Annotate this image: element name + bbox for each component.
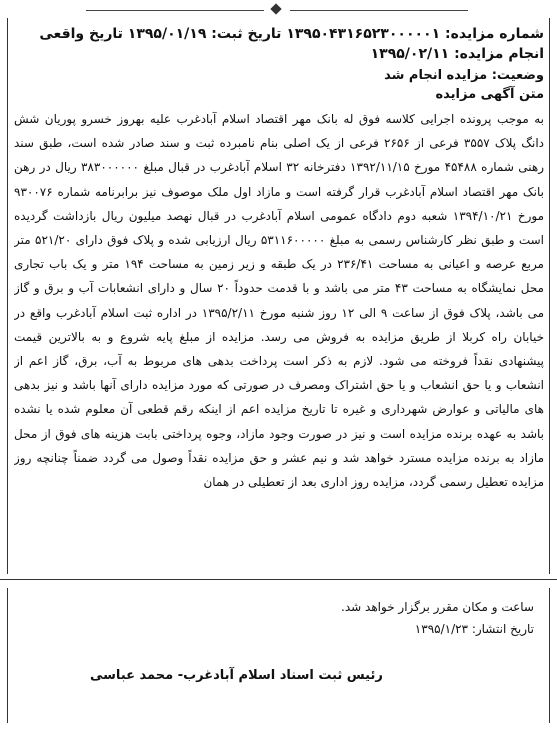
status-line: وضعیت: مزایده انجام شد [384,68,544,83]
auction-date-line: انجام مزایده: ۱۳۹۵/۰۲/۱۱ [370,46,544,62]
frame-border-right [549,18,550,574]
separator-line [0,579,557,580]
frame-border-bottom-right [549,588,550,723]
signature: رئیس ثبت اسناد اسلام آبادغرب- محمد عباسی [90,668,383,683]
ornament-line-right [290,10,468,11]
publish-date: تاریخ انتشار: ۱۳۹۵/۱/۲۳ [414,622,534,636]
frame-border-bottom-left [7,588,8,723]
auction-number-line: شماره مزایده: ۱۳۹۵۰۴۳۱۶۵۲۳۰۰۰۰۰۱ تاریخ ثبت: ۱۳۹۵/۰۱/۱۹ تاریخ واقعی [39,26,544,42]
ornament-line-left [86,10,264,11]
top-ornament [0,0,557,22]
frame-border-left [7,18,8,574]
section-separator [0,574,557,586]
diamond-icon [270,3,281,14]
continuation-line: ساعت و مکان مقرر برگزار خواهد شد. [341,600,534,614]
main-text [14,24,544,543]
ad-title: متن آگهی مزایده [435,87,544,102]
ad-body: به موجب پرونده اجرایی کلاسه فوق له بانک مهر اقتصاد اسلام آبادغرب علیه بهروز خسرو پوریان شش دانگ پلاک ۳۵۵۷ فرعی از ۲۶۵۶ فرعی از یک اصلی بنام نامبرده ثبت و سند صادر شده است، طبق سند رهنی شماره ۴۵۴۸۸ مورخ ۱۳۹۲/۱۱/۱۵ دفترخانه ۳۲ اسلام آبادغرب در قبال مبلغ ۳۸۳۰۰۰۰۰۰ ریال در رهن بانک مهر اقتصاد اسلام آبادغرب قرار گرفته است و مازاد اول ملک موصوف نیز برابرنامه شماره ۹۳۰۰۷۶ مورخ ۱۳۹۴/۱۰/۲۱ شعبه دوم دادگاه عمومی اسلام آبادغرب در قبال نهصد میلیون ریال بازداشت گردیده است و طبق نظر کارشناس رسمی به مبلغ ۵۳۱۱۶۰۰۰۰۰ ریال ارزیابی شده و پلاک فوق دارای ۵۲۱/۲۰ متر مربع عرصه و اعیانی به مساحت ۲۳۶/۴۱ در یک طبقه و زیر زمین به مساحت ۱۹۴ متر و یک باب تجاری محل نمایشگاه به مساحت ۴۳ متر می باشد و با قدمت حدوداً ۲۰ سال و دارای انشعابات آب و برق و گاز می باشد، پلاک فوق از ساعت ۹ الی ۱۲ روز شنبه مورخ ۱۳۹۵/۲/۱۱ در اداره ثبت اسلام آبادغرب واقع در خیابان راه کربلا از طریق مزایده به فروش می رسد. مزایده از مبلغ پایه شروع و به بالاترین قیمت پیشنهادی نقداً فروخته می شود. لازم به ذکر است پرداخت بدهی های مربوط به آب، برق، گاز اعم از انشعاب و یا حق انشعاب و یا حق اشتراک ومصرف در صورتی که مورد مزایده دارای آنها باشد و نیز بدهی های مالیاتی و عوارض شهرداری و غیره تا تاریخ مزایده اعم از اینکه رقم قطعی آن معلوم شده یا نشده باشد به عهده برنده مزایده است و نیز در صورت وجود مازاد، وجوه پرداختی بابت هزینه های فوق از محل مازاد به برنده مزایده مسترد خواهد شد و نیم عشر و حق مزایده نقداً وصول می گردد ضمناً چنانچه روز مزایده تعطیل رسمی گردد، مزایده روز اداری بعد از تعطیلی در همان [14,112,544,490]
footer [14,596,534,640]
